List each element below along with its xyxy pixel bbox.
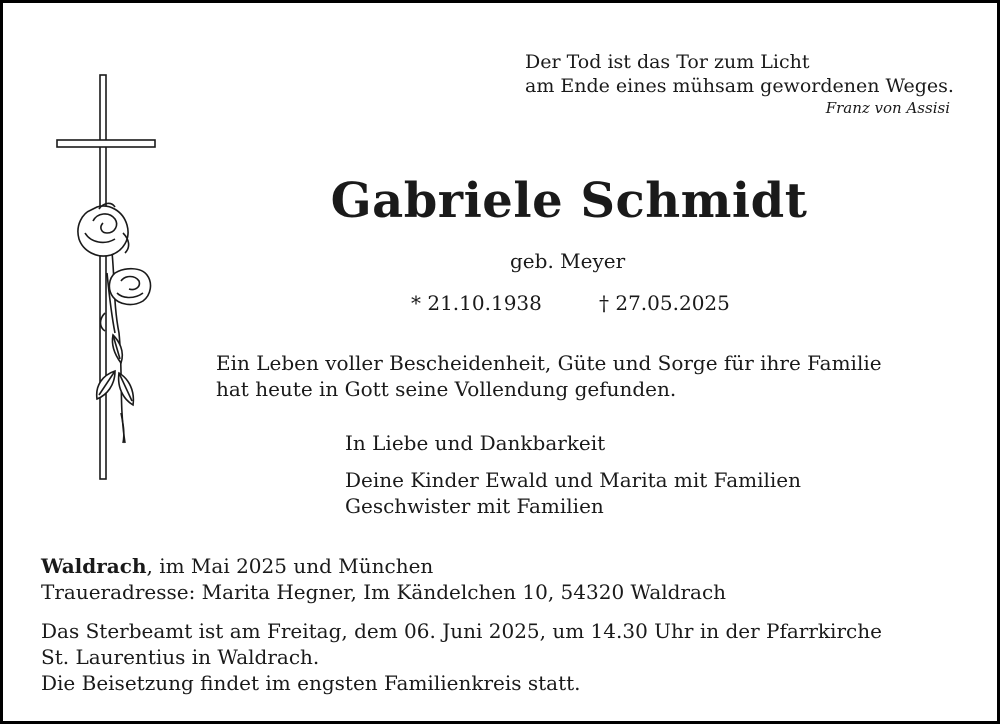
quote — [525, 50, 954, 98]
mourners-intro: In Liebe und Dankbarkeit — [345, 431, 606, 455]
mourning-address: Traueradresse: Marita Hegner, Im Kändelchen 10, 54320 Waldrach — [41, 580, 727, 604]
service-line-2: St. Laurentius in Waldrach. — [41, 645, 320, 669]
cross-with-roses-icon — [53, 73, 163, 483]
tribute-line-1: Ein Leben voller Bescheidenheit, Güte und Sorge für ihre Familie — [216, 351, 882, 375]
service-info — [41, 618, 882, 696]
service-line-3: Die Beisetzung findet im engsten Familienkreis statt. — [41, 671, 581, 695]
quote-line-2: am Ende eines mühsam gewordenen Weges. — [525, 75, 954, 97]
birth-name: geb. Meyer — [510, 249, 626, 273]
deceased-name: Gabriele Schmidt — [330, 173, 808, 229]
quote-author: Franz von Assisi — [825, 99, 950, 117]
town-name: Waldrach — [41, 554, 147, 578]
birth-date: * 21.10.1938 — [411, 291, 542, 315]
mourners-list — [345, 467, 801, 519]
death-date: † 27.05.2025 — [599, 291, 730, 315]
quote-line-1: Der Tod ist das Tor zum Licht — [525, 51, 810, 73]
place-date-rest: , im Mai 2025 und München — [146, 554, 434, 578]
service-line-1: Das Sterbeamt ist am Freitag, dem 06. Juni 2025, um 14.30 Uhr in der Pfarrkirche — [41, 619, 882, 643]
tribute-text — [216, 350, 882, 402]
mourners-line-1: Deine Kinder Ewald und Marita mit Familien — [345, 468, 801, 492]
mourners-line-2: Geschwister mit Familien — [345, 494, 604, 518]
place-date-line — [41, 553, 726, 579]
tribute-line-2: hat heute in Gott seine Vollendung gefunden. — [216, 377, 677, 401]
location-block — [41, 553, 726, 605]
